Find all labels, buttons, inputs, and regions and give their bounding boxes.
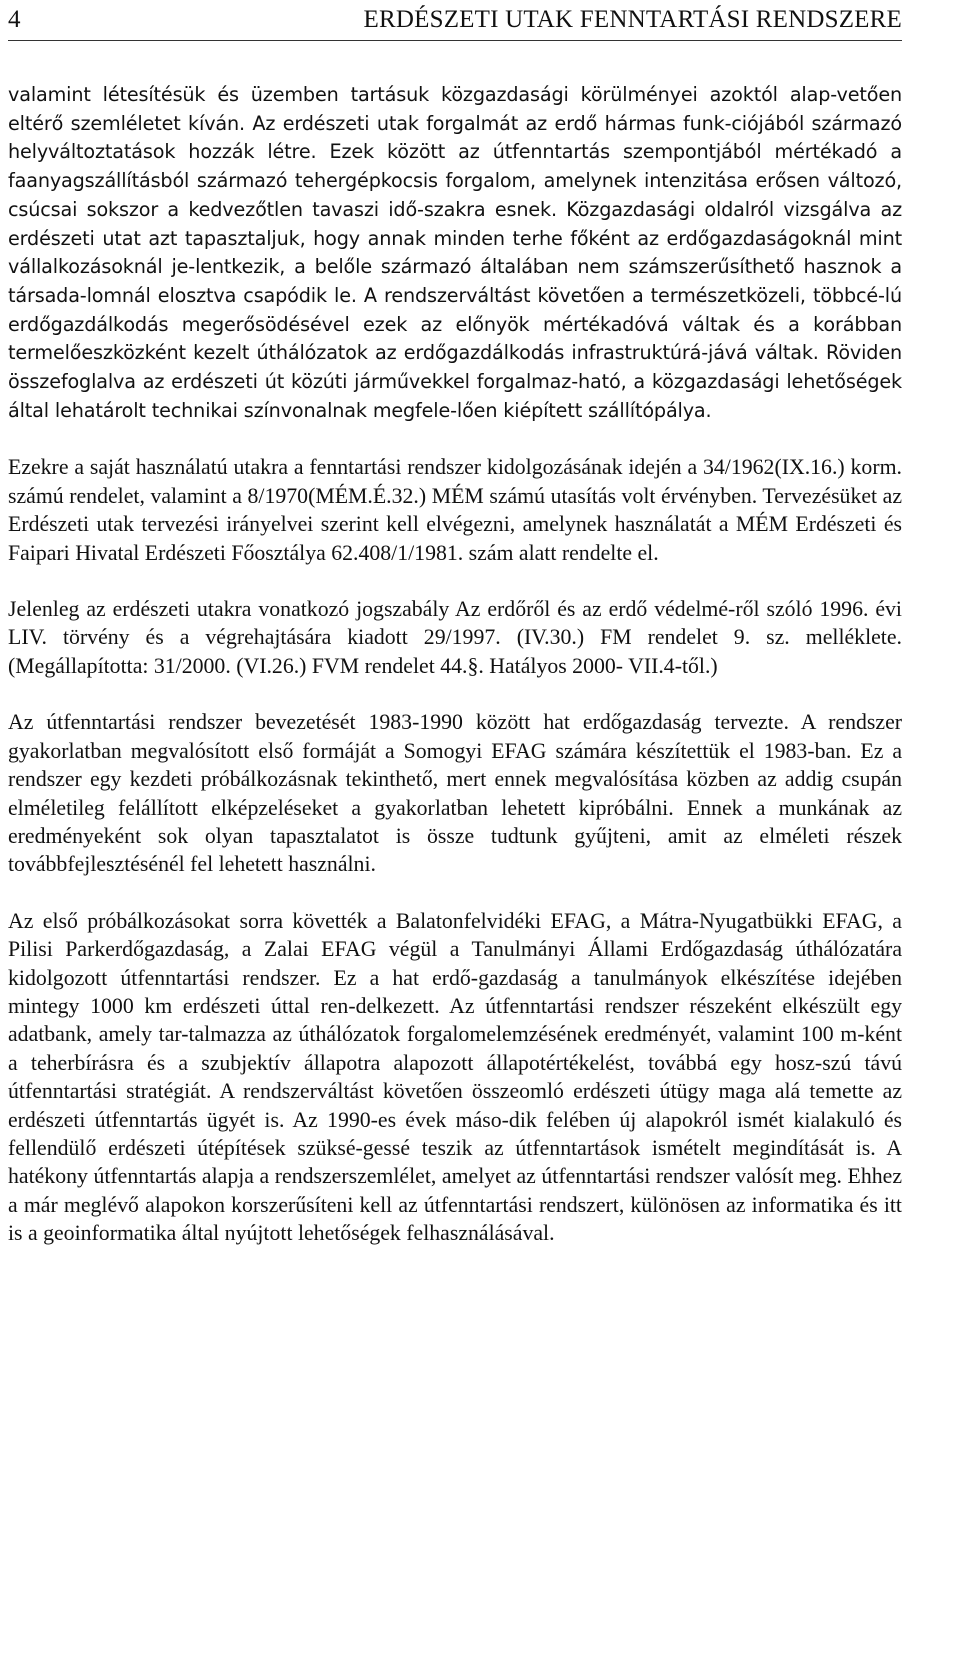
document-page <box>8 0 902 1248</box>
paragraph: valamint létesítésük és üzemben tartásuk közgazdasági körülményei azoktól alap-vetően eltérő szemléletet kíván. Az erdészeti utak forgalmát az erdő hármas funk-ciójából származó helyváltoztatások hozzák létre. Ezek között az útfenntartás szempontjából mértékadó a faanyagszállításból származó tehergépkocsis forgalom, amelynek intenzitása erősen változó, csúcsai sokszor a kedvezőtlen tavaszi idő-szakra esnek. Közgazdasági oldalról vizsgálva az erdészeti utat azt tapasztaljuk, hogy annak minden terhe főként az erdőgazdaságoknál mint vállalkozásoknál je-lentkezik, a belőle származó általában nem számszerűsíthető hasznok a társada-lomnál elosztva csapódik le. A rendszerváltást követően a természetközeli, többcé-lú erdőgazdálkodás megerősödésével ezek az előnyök mértékadóvá váltak és a korábban termelőeszközként kezelt úthálózatok az erdőgazdálkodás infrastruktúrá-jává váltak. Röviden összefoglalva az erdészeti út közúti járművekkel forgalmaz-ható, a közgazdasági lehetőségek által lehatárolt technikai színvonalnak megfele-lően kiépített szállítópálya. <box>8 83 902 422</box>
paragraph: Az első próbálkozásokat sorra követték a Balatonfelvidéki EFAG, a Mátra-Nyugatbükki EFAG, a Pilisi Parkerdőgazdaság, a Zalai EFAG végül a Tanulmányi Állami Erdőgazdaság úthálózatára kidolgozott útfenntartási rendszer. Ez a hat erdő-gazdaság a tanulmányok elkészítése idejében mintegy 1000 km erdészeti úttal ren-delkezett. Az útfenntartási rendszer részeként elkészült egy adatbank, amely tar-talmazza az úthálózatok forgalomelemzésének eredményét, valamint 100 m-ként a teherbírásra és a szubjektív állapotra alapozott állapotértékelést, továbbá egy hosz-szú távú útfenntartási stratégiát. A rendszerváltást követően összeomló erdészeti útügy maga alá temette az erdészeti útfenntartás ügyét is. Az 1990-es évek máso-dik felében új alapokról ismét kialakuló és fellendülő erdészeti útépítések szüksé-gessé teszik az útfenntartások ismételt megindítását is. A hatékony útfenntartás alapja a rendszerszemlélet, amelyet az útfenntartási rendszer valósít meg. Ehhez a már meglévő alapokon korszerűsíteni kell az útfenntartási rendszert, különösen az informatika és itt is a geoinformatika által nyújtott lehetőségek felhasználásával. <box>8 908 902 1246</box>
paragraph: Az útfenntartási rendszer bevezetését 1983-1990 között hat erdőgazdaság tervezte. A rendszer gyakorlatban megvalósított első formáját a Somogyi EFAG számára készítettük el 1983-ban. Ez a rendszer egy kezdeti próbálkozásnak tekinthető, mert ennek megvalósítása közben az addig csupán elméletileg felállított elképzeléseket a gyakorlatban lehetett kipróbálni. Ennek a munkának az eredményeként sok olyan tapasztalatot is össze tudtunk gyűjteni, amit az elméleti részek továbbfejlesztésénél fel lehetett használni. <box>8 710 902 877</box>
paragraph: Ezekre a saját használatú utakra a fenntartási rendszer kidolgozásának idején a 34/1962(IX.16.) korm. számú rendelet, valamint a 8/1970(MÉM.É.32.) MÉM számú utasítás volt érvényben. Tervezésüket az Erdészeti utak tervezési irányelvei szerint kell elvégezni, amelynek használatát a MÉM Erdészeti és Faipari Hivatal Erdészeti Főosztálya 62.408/1/1981. szám alatt rendelte el. <box>8 455 902 565</box>
running-title: ERDÉSZETI UTAK FENNTARTÁSI RENDSZERE <box>363 6 902 33</box>
page-header <box>8 2 902 41</box>
page-number: 4 <box>8 6 21 33</box>
document-body <box>8 81 902 1248</box>
paragraph: Jelenleg az erdészeti utakra vonatkozó jogszabály Az erdőről és az erdő védelmé-ről szóló 1996. évi LIV. törvény és a végrehajtására kiadott 29/1997. (IV.30.) FM rendelet 9. sz. melléklete. (Megállapította: 31/2000. (VI.26.) FVM rendelet 44.§. Hatályos 2000- VII.4-től.) <box>8 597 902 678</box>
